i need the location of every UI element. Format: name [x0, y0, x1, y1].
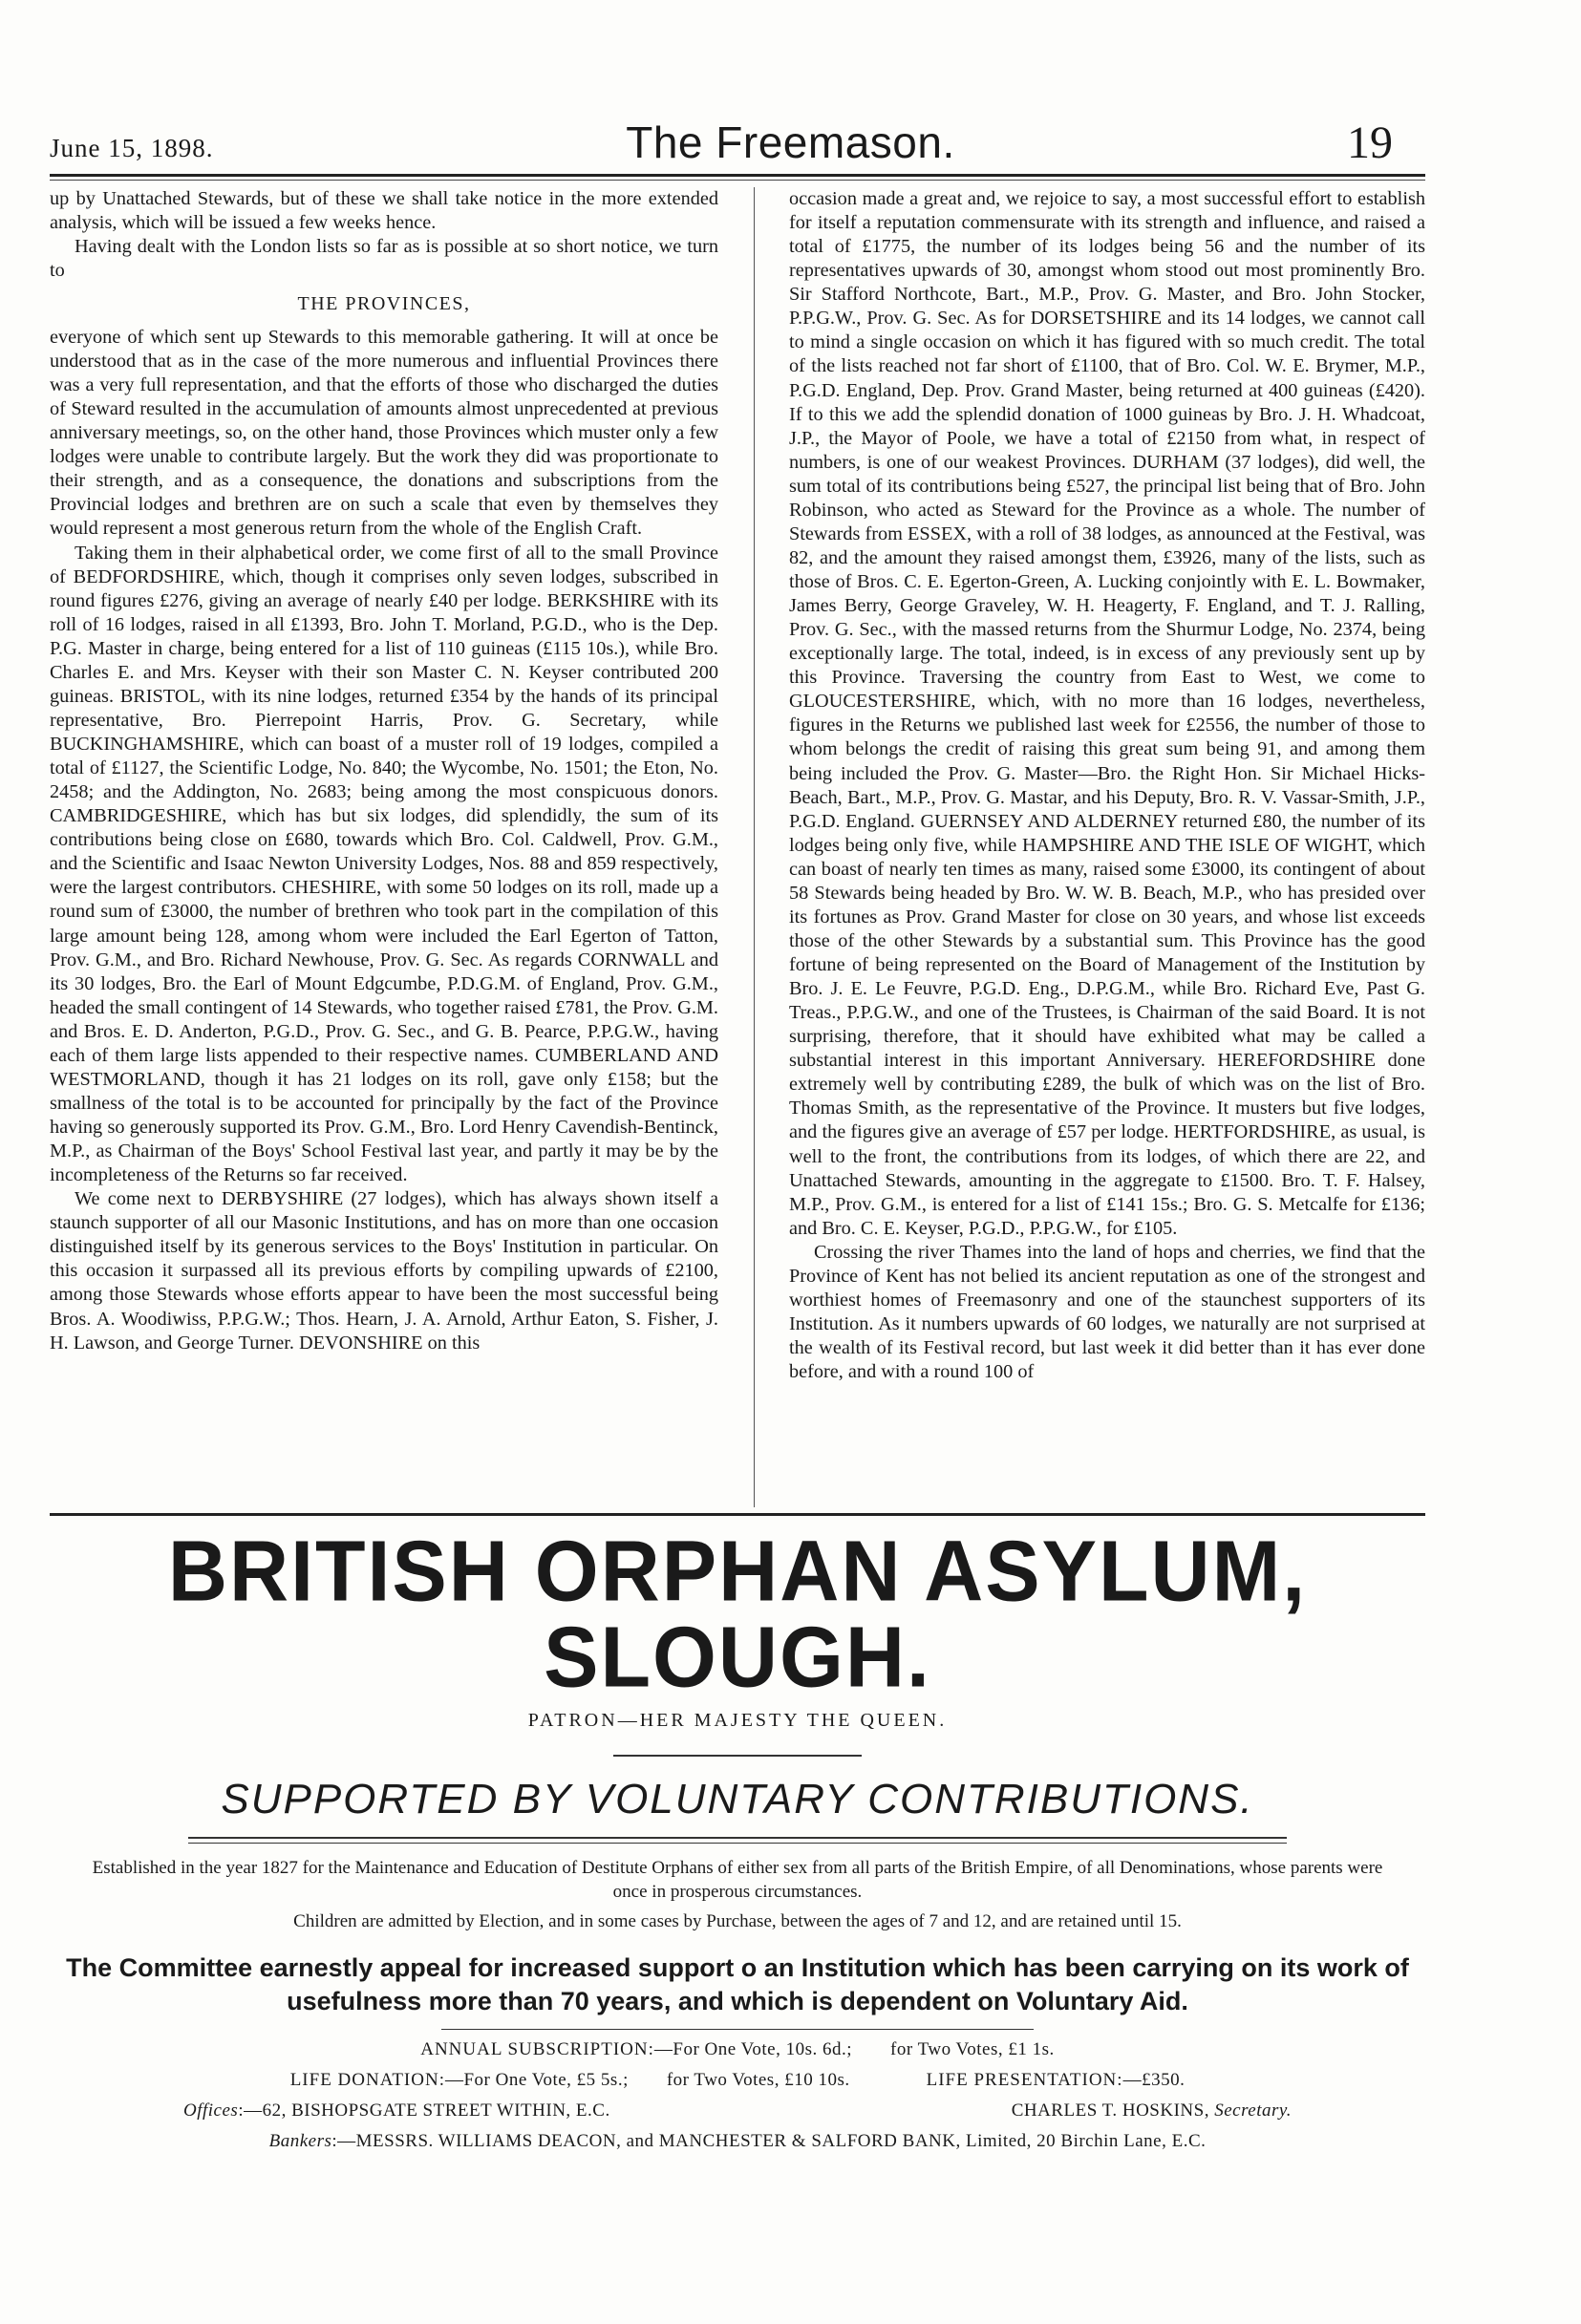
presentation-label: LIFE PRESENTATION: [926, 2069, 1123, 2090]
ad-appeal: The Committee earnestly appeal for increased support o an Institution which has been carrying on its work of usefulness more than 70 years, and which is dependent on Voluntary Aid. [66, 1953, 1409, 2016]
annual-one-vote: —For One Vote, 10s. 6d.; [653, 2038, 853, 2059]
page-number: 19 [1347, 117, 1393, 168]
offices-address: Offices:—62, BISHOPSGATE STREET WITHIN, E.C. [183, 2100, 610, 2121]
ad-divider [188, 1837, 1287, 1839]
ad-established: Established in the year 1827 for the Maintenance and Education of Destitute Orphans of either sex from all parts of the British Empire, of all Denominations, whose parents were once in prosperous circumstances. [92, 1858, 1383, 1902]
ad-bankers: Bankers:—MESSRS. WILLIAMS DEACON, and MANCHESTER & SALFORD BANK, Limited, 20 Birchin Lane, E.C. [268, 2130, 1207, 2151]
section-heading: THE PROVINCES, [297, 293, 471, 315]
article-paragraph: Crossing the river Thames into the land of hops and cherries, we find that the Province of Kent has not belied its ancient reputation as one of the strongest and worthiest homes of Freemasonry and one of the staunchest supporters of its Institution. As it numbers upwards of 60 lodges, we naturally are not surprised at the wealth of its Festival record, but last week it did better than it has ever done before, and with a round 100 of [789, 1241, 1425, 1383]
ad-annual-subscription [50, 2039, 1425, 2060]
ad-divider [441, 2029, 1034, 2030]
article-paragraph: up by Unattached Stewards, but of these we shall take notice in the more extended analysis, which will be issued a few weeks hence. [50, 188, 718, 234]
header-rule-thin [50, 180, 1425, 181]
masthead-title: The Freemason. [626, 117, 955, 167]
article-column-right [789, 187, 1425, 1515]
ad-admission: Children are admitted by Election, and in some cases by Purchase, between the ages of 7 and 12, and are retained until 15. [293, 1911, 1182, 1932]
issue-date: June 15, 1898. [50, 134, 214, 162]
secretary: CHARLES T. HOSKINS, Secretary. [1011, 2100, 1292, 2121]
ad-title: BRITISH ORPHAN ASYLUM, SLOUGH. [167, 1523, 1308, 1706]
life-one-vote: —For One Vote, £5 5s.; [444, 2069, 629, 2090]
article-paragraph: occasion made a great and, we rejoice to say, a most successful effort to establish for itself a reputation commensurate with its strength and influence, and raised a total of £1775, the number of its lodges being 56 and the number of its representatives upwards of 30, amongst whom stood out most prominently Bro. Sir Stafford Northcote, Bart., M.P., Prov. G. Master, and Bro. John Stocker, P.P.G.W., Prov. G. Sec. As for DORSETSHIRE and its 14 lodges, we cannot call to mind a single occasion on which it has figured with so much credit. The total of the lists reached not far short of £1100, that of Bro. Col. W. E. Brymer, M.P., P.G.D. England, Dep. Prov. Grand Master, being returned at 400 guineas (£420). If to this we add the splendid donation of 1000 guineas by Bro. J. H. Whadcoat, J.P., the Mayor of Poole, we have a total of £2150 from what, in respect of numbers, is one of our weakest Provinces. DURHAM (37 lodges), did well, the sum total of its contributions being £527, the principal list being that of Bro. John Robinson, who acted as Steward for the Province as a whole. The number of Stewards from ESSEX, with a roll of 38 lodges, as announced at the Festival, was 82, and the amount they raised amongst them, £3926, many of the lists, such as those of Bros. C. E. Egerton-Green, A. Lucking conjointly with E. L. Bowmaker, James Berry, George Graveley, W. H. Heagerty, F. England, and T. J. Ralling, Prov. G. Sec., with the massed returns from the Shurmur Lodge, No. 2374, being exceptionally large. The total, indeed, is in excess of any previously sent up by this Province. Traversing the country from East to West, we come to GLOUCESTERSHIRE, which, with no more than 16 lodges, nevertheless, figures in the Returns we published last week for £2556, the number of those to whom belongs the credit of raising this great sum being 91, and among them being included the Prov. G. Master—Bro. the Right Hon. Sir Michael Hicks-Beach, Bart., M.P., Prov. G. Mastar, and his Deputy, Bro. R. V. Vassar-Smith, J.P., P.G.D. England. GUERNSEY AND ALDERNEY returned £80, the number of its lodges being only five, while HAMPSHIRE AND THE ISLE OF WIGHT, which can boast of nearly ten times as many, raised some £3000, its contingent of about 58 Stewards being headed by Bro. W. W. B. Beach, M.P., who has presided over its fortunes as Prov. Grand Master for close on 30 years, and whose list exceeds those of the other Stewards by a substantial sum. This Province has the good fortune of being represented on the Board of Management of the Institution by Bro. J. E. Le Feuvre, P.G.D. Eng., D.P.G.M., while Bro. Richard Eve, Past G. Treas., P.P.G.W., and one of the Trustees, is Chairman of the said Board. It is not surprising, therefore, that it should have exhibited what may be called a substantial interest in this important Anniversary. HEREFORDSHIRE done extremely well by contributing £289, the bulk of which was on the list of Bro. Thomas Smith, as the representative of the Province. It musters but five lodges, and the figures give an average of £57 per lodge. HERTFORDSHIRE, as usual, is well to the front, the contributions from its lodges, of which there are 22, and Unattached Stewards, amounting in the aggregate to £1500. Bro. T. F. Halsey, M.P., Prov. G.M., is entered for a list of £141 15s.; Bro. G. S. Metcalfe for £136; and Bro. C. E. Keyser, P.G.D., P.P.G.W., for £105. [789, 188, 1425, 1239]
ad-subtitle: SUPPORTED BY VOLUNTARY CONTRIBUTIONS. [221, 1776, 1254, 1823]
annual-label: ANNUAL SUBSCRIPTION: [420, 2038, 654, 2059]
presentation-value: —£350. [1122, 2069, 1186, 2090]
ad-divider [613, 1755, 862, 1757]
article-paragraph: Having dealt with the London lists so far as is possible at so short notice, we turn to [50, 236, 718, 282]
ad-patron: PATRON—HER MAJESTY THE QUEEN. [527, 1710, 948, 1731]
header-rule [50, 174, 1425, 177]
ad-offices-row [183, 2100, 1292, 2121]
life-label: LIFE DONATION: [289, 2069, 445, 2090]
life-two-votes: for Two Votes, £10 10s. [666, 2069, 850, 2090]
article-paragraph: everyone of which sent up Stewards to this memorable gathering. It will at once be understood that as in the case of the more numerous and influential Provinces there was a very full representation, and that the efforts of those who discharged the duties of Steward resulted in the accumulation of amounts almost unprecedented at previous anniversary meetings, so, on the other hand, those Provinces which muster only a few lodges were unable to contribute largely. But the work they did was proportionate to their strength, and as a consequence, the donations and subscriptions from the Provincial lodges and brethren are on such a scale that even by themselves they would represent a most generous return from the whole of the English Craft. [50, 326, 718, 540]
column-divider [754, 187, 755, 1507]
annual-two-votes: for Two Votes, £1 1s. [890, 2038, 1055, 2059]
advertisement-rule [50, 1513, 1425, 1516]
article-column-left [50, 187, 718, 1515]
article-paragraph: We come next to DERBYSHIRE (27 lodges), which has always shown itself a staunch supporter of all our Masonic Institutions, and has on more than one occasion distinguished itself by its generous services to the Boys' Institution in particular. On this occasion it surpassed all its previous efforts by compiling upwards of £2100, among those Stewards whose efforts appear to have been the most successful being Bros. A. Woodiwiss, P.P.G.W.; Thos. Hearn, J. A. Arnold, Arthur Eaton, S. Fisher, J. H. Lawson, and George Turner. DEVONSHIRE on this [50, 1188, 718, 1354]
advertisement [50, 1519, 1425, 2152]
article-paragraph: Taking them in their alphabetical order, we come first of all to the small Province of BEDFORDSHIRE, which, though it comprises only seven lodges, subscribed in round figures £276, giving an average of nearly £40 per lodge. BERKSHIRE with its roll of 16 lodges, raised in all £1393, Bro. John T. Morland, P.G.D., who is the Dep. P.G. Master in charge, being entered for a list of 110 guineas (£115 10s.), while Bro. Charles E. and Mrs. Keyser with their son Master C. N. Keyser contributed 200 guineas. BRISTOL, with its nine lodges, returned £354 by the hands of its principal representative, Bro. Pierrepoint Harris, Prov. G. Secretary, while BUCKINGHAMSHIRE, which can boast of a muster roll of 19 lodges, compiled a total of £1127, the Scientific Lodge, No. 840; the Wycombe, No. 1501; the Eton, No. 2458; and the Addington, No. 2683; being among the most conspicuous donors. CAMBRIDGESHIRE, which has but six lodges, did splendidly, the sum of its contributions being close on £680, towards which Bro. Col. Caldwell, Prov. G.M., and the Scientific and Isaac Newton University Lodges, Nos. 88 and 859 respectively, were the largest contributors. CHESHIRE, with some 50 lodges on its roll, made up a round sum of £3000, the number of brethren who took part in the compilation of this large amount being 128, among whom were included the Earl Egerton of Tatton, Prov. G.M., and Bro. Richard Newhouse, Prov. G. Sec. As regards CORNWALL and its 30 lodges, Bro. the Earl of Mount Edgcumbe, P.D.G.M. of England, Prov. G.M., headed the small contingent of 14 Stewards, who together raised £781, the Prov. G.M. and Bros. E. D. Anderton, P.G.D., Prov. G. Sec., and G. B. Pearce, P.P.G.W., having each of them large lists appended to their respective names. CUMBERLAND AND WESTMORLAND, though it has 21 lodges on its roll, gave only £158; but the smallness of the total is to be accounted for principally by the fact of the Province having so generously supported its Prov. G.M., Bro. Lord Henry Cavendish-Bentinck, M.P., as Chairman of the Boys' School Festival last year, and partly it may be by the incompleteness of the Returns so far received. [50, 542, 718, 1186]
ad-divider-thin [188, 1843, 1287, 1844]
ad-life-donation [50, 2070, 1425, 2091]
